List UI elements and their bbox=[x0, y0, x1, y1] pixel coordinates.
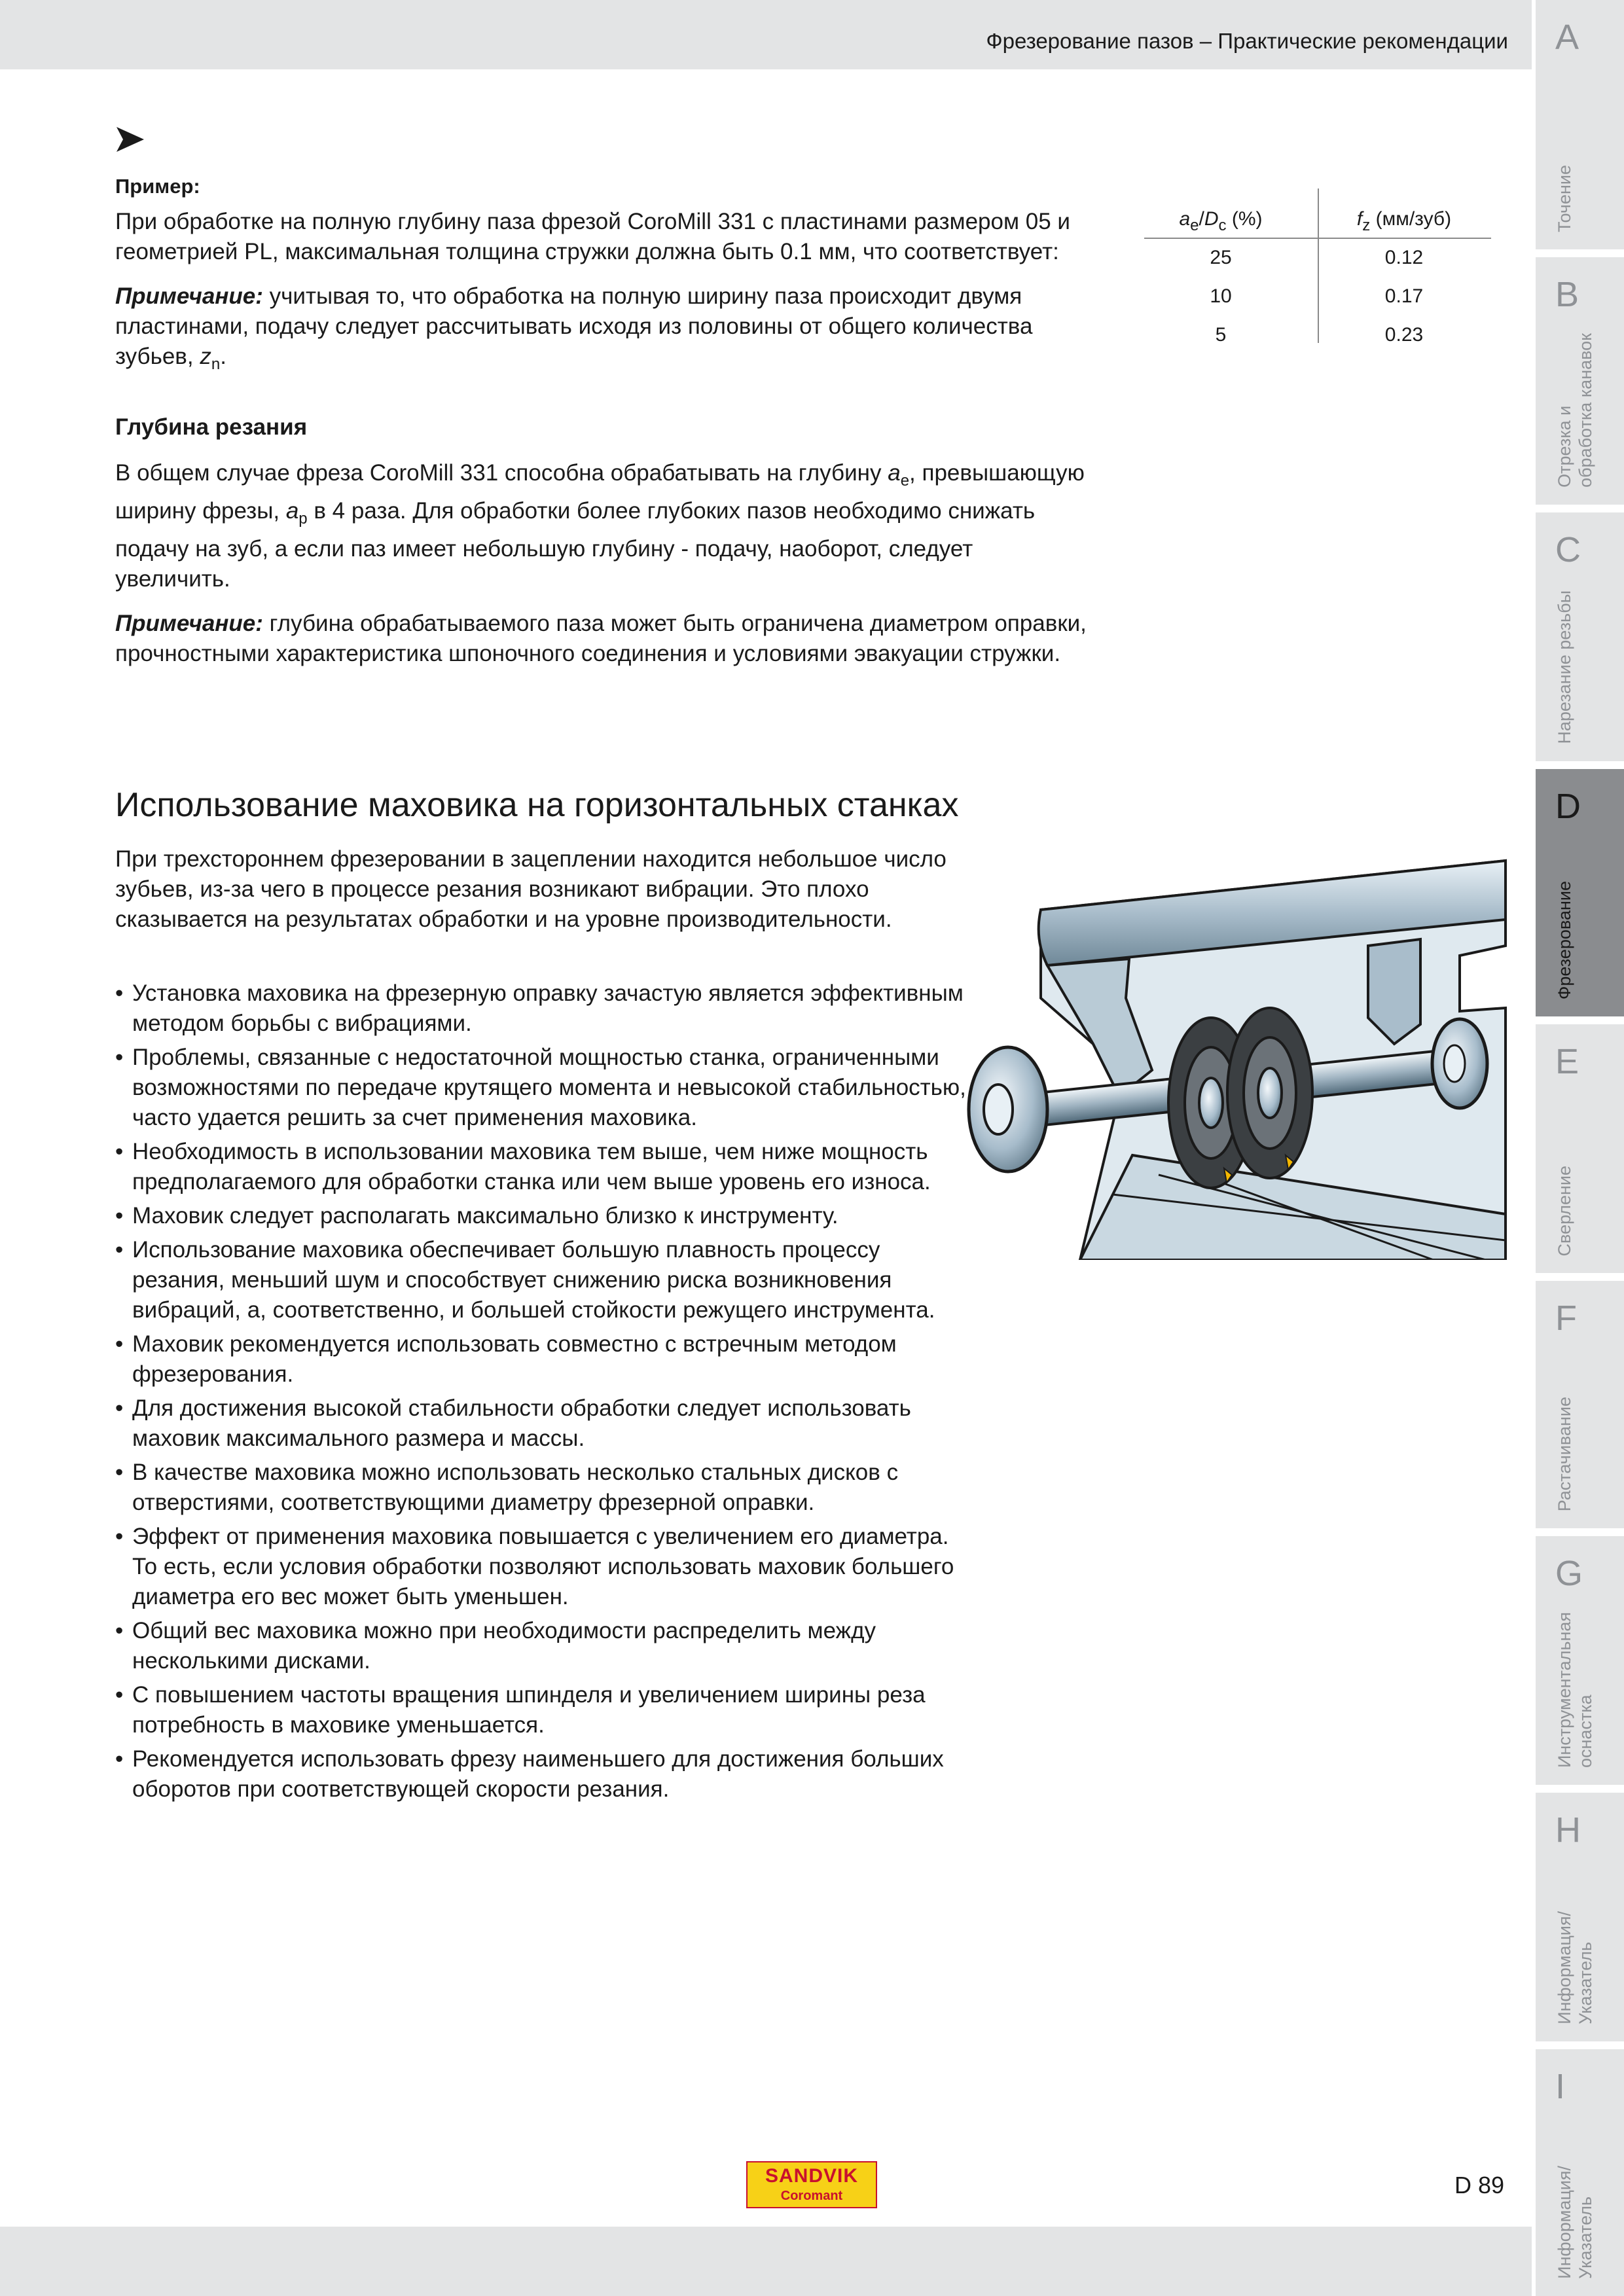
list-item bbox=[115, 1680, 966, 1740]
table-cell-ratio: 10 bbox=[1210, 285, 1232, 307]
depth-note bbox=[115, 609, 1091, 669]
slash: / bbox=[1199, 208, 1204, 230]
tab-e[interactable] bbox=[1536, 1024, 1624, 1273]
tab-letter: E bbox=[1555, 1042, 1579, 1081]
tab-letter: I bbox=[1555, 2067, 1566, 2106]
example-note bbox=[115, 281, 1117, 380]
list-item bbox=[115, 1616, 966, 1676]
depth-title: Глубина резания bbox=[115, 414, 308, 440]
bullet-dot: • bbox=[115, 1331, 124, 1357]
list-item bbox=[115, 1137, 966, 1197]
list-item bbox=[115, 1329, 966, 1390]
bullet-text: Маховик рекомендуется использовать совместно с встречным методом фрезерования. bbox=[132, 1331, 897, 1387]
list-item bbox=[115, 1201, 966, 1231]
bullet-dot: • bbox=[115, 1682, 124, 1708]
var-f: f bbox=[1356, 208, 1363, 230]
bullet-text: Рекомендуется использовать фрезу наименьшего для достижения больших оборотов при соответствующей скорости резания. bbox=[132, 1746, 944, 1802]
sub-z: z bbox=[1362, 217, 1371, 234]
table-cell-feed: 0.12 bbox=[1384, 247, 1424, 268]
list-item bbox=[115, 1522, 966, 1612]
table-cell-feed: 0.17 bbox=[1384, 285, 1424, 307]
tab-h[interactable] bbox=[1536, 1793, 1624, 2041]
tab-label: Инструментальная оснастка bbox=[1555, 1611, 1595, 1768]
tab-d[interactable] bbox=[1536, 769, 1624, 1016]
tab-label: Сверление bbox=[1555, 1165, 1574, 1256]
var-d: D bbox=[1204, 208, 1219, 230]
var-ae: a bbox=[888, 460, 901, 486]
example-label: Пример: bbox=[115, 175, 200, 198]
bullet-text: Необходимость в использовании маховика тем выше, чем ниже мощность предполагаемого для обработки станка или чем выше уровень его износа. bbox=[132, 1139, 931, 1194]
arrow-right-icon bbox=[115, 124, 145, 154]
list-item bbox=[115, 1235, 966, 1325]
bullet-text: Использование маховика обеспечивает большую плавность процессу резания, меньший шум и способствует снижению риска возникновения вибраций, а, соответственно, и большей стойкости режущего инструмента. bbox=[132, 1237, 935, 1323]
bullet-text: Для достижения высокой стабильности обработки следует использовать маховик максимального размера и массы. bbox=[132, 1395, 911, 1451]
tab-i[interactable] bbox=[1536, 2049, 1624, 2296]
bullet-text: Проблемы, связанные с недостаточной мощностью станка, ограниченными возможностями по передаче крутящего момента и невысокой стабильностью, часто удается решить за счет применения маховика. bbox=[132, 1045, 966, 1130]
tab-letter: B bbox=[1555, 275, 1579, 314]
bullet-dot: • bbox=[115, 980, 124, 1006]
tab-b[interactable] bbox=[1536, 257, 1624, 505]
bullet-dot: • bbox=[115, 1524, 124, 1549]
section-title: Использование маховика на горизонтальных станках bbox=[115, 786, 959, 824]
tab-label: Информация/ Указатель bbox=[1555, 1911, 1595, 2024]
tab-label: Фрезерование bbox=[1555, 880, 1574, 999]
sub-ae: e bbox=[900, 472, 910, 490]
sub-c: c bbox=[1218, 217, 1227, 234]
table-header-ratio bbox=[1146, 208, 1296, 235]
table-divider bbox=[1318, 188, 1319, 343]
table-header-feed bbox=[1322, 208, 1486, 235]
sub-ap: p bbox=[298, 510, 308, 528]
tab-label: Точение bbox=[1555, 165, 1574, 232]
depth-block bbox=[115, 412, 1091, 669]
tab-f[interactable] bbox=[1536, 1281, 1624, 1528]
tab-label: Информация/ Указатель bbox=[1555, 2166, 1595, 2279]
bullet-dot: • bbox=[115, 1139, 124, 1164]
tab-letter: F bbox=[1555, 1299, 1577, 1338]
bullet-dot: • bbox=[115, 1237, 124, 1263]
list-item bbox=[115, 978, 966, 1039]
unit-feed: (мм/зуб) bbox=[1370, 208, 1452, 230]
tab-letter: H bbox=[1555, 1810, 1581, 1850]
bullet-dot: • bbox=[115, 1618, 124, 1643]
flywheel-intro: При трехстороннем фрезеровании в зацеплении находится небольшое число зубьев, из-за чего в процессе резания возникают вибрации. Это плохо сказывается на результатах обработки и на уровне производительности. bbox=[115, 846, 947, 932]
table-cell-ratio: 5 bbox=[1215, 324, 1227, 346]
var-a: a bbox=[1179, 208, 1191, 230]
tab-g[interactable] bbox=[1536, 1536, 1624, 1785]
tab-c[interactable] bbox=[1536, 512, 1624, 761]
note-var: z bbox=[200, 344, 211, 369]
depth-paragraph bbox=[115, 458, 1091, 594]
table-cell-feed: 0.23 bbox=[1384, 324, 1424, 346]
header-title: Фрезерование пазов – Практические рекомендации bbox=[986, 29, 1508, 53]
note-end: . bbox=[220, 344, 226, 369]
depth-text-2: , превышающую ширину фрезы, bbox=[115, 460, 1085, 524]
bullet-text: Маховик следует располагать максимально близко к инструменту. bbox=[132, 1203, 839, 1229]
header-bar bbox=[0, 0, 1532, 69]
note-sub: n bbox=[211, 355, 221, 373]
tab-a[interactable] bbox=[1536, 0, 1624, 249]
bullet-dot: • bbox=[115, 1203, 124, 1229]
footer-bar bbox=[0, 2227, 1532, 2296]
note-label: Примечание: bbox=[115, 283, 263, 309]
bullet-text: Эффект от применения маховика повышается с увеличением его диаметра. То есть, если условия обработки позволяют использовать маховик большего диаметра его вес может быть уменьшен. bbox=[132, 1524, 954, 1609]
sub-e: e bbox=[1190, 217, 1199, 234]
note-label: Примечание: bbox=[115, 611, 263, 636]
tab-label: Нарезание резьбы bbox=[1555, 590, 1574, 744]
tab-label: Отрезка и обработка канавок bbox=[1555, 333, 1595, 488]
section-sidebar bbox=[1536, 0, 1624, 2296]
list-item bbox=[115, 1393, 966, 1454]
bullet-text: Общий вес маховика можно при необходимости распределить между несколькими дисками. bbox=[132, 1618, 876, 1674]
note-text: глубина обрабатываемого паза может быть ограничена диаметром оправки, прочностными характеристика шпоночного соединения и условиями эвакуации стружки. bbox=[115, 611, 1087, 666]
example-text: При обработке на полную глубину паза фрезой CoroMill 331 с пластинами размером 05 и геометрией PL, максимальная толщина стружки должна быть 0.1 мм, что соответствует: bbox=[115, 209, 1070, 264]
table-cell-ratio: 25 bbox=[1210, 247, 1232, 268]
bullet-dot: • bbox=[115, 1460, 124, 1485]
flywheel-bullet-list bbox=[115, 978, 966, 1808]
tab-letter: C bbox=[1555, 530, 1581, 569]
list-item bbox=[115, 1043, 966, 1133]
sandvik-coromant-logo bbox=[746, 2161, 877, 2208]
tab-letter: A bbox=[1555, 18, 1579, 57]
var-ap: a bbox=[285, 498, 299, 524]
depth-text-1: В общем случае фреза CoroMill 331 способна обрабатывать на глубину bbox=[115, 460, 888, 486]
tab-letter: D bbox=[1555, 787, 1581, 826]
bullet-dot: • bbox=[115, 1746, 124, 1772]
unit-percent: (%) bbox=[1226, 208, 1263, 230]
bullet-text: Установка маховика на фрезерную оправку зачастую является эффективным методом борьбы с вибрациями. bbox=[132, 980, 964, 1036]
flywheel-illustration bbox=[962, 848, 1509, 1260]
bullet-dot: • bbox=[115, 1045, 124, 1070]
table-header-rule bbox=[1144, 238, 1491, 239]
example-block bbox=[115, 171, 1117, 380]
list-item bbox=[115, 1744, 966, 1804]
logo-sub: Coromant bbox=[780, 2189, 843, 2203]
note-text: учитывая то, что обработка на полную ширину паза происходит двумя пластинами, подачу следует рассчитывать исходя из половины от общего количества зубьев, bbox=[115, 283, 1033, 369]
logo-brand: SANDVIK bbox=[765, 2165, 858, 2187]
tab-label: Растачивание bbox=[1555, 1396, 1574, 1511]
page-number: D 89 bbox=[1454, 2172, 1505, 2198]
bullet-dot: • bbox=[115, 1395, 124, 1421]
list-item bbox=[115, 1458, 966, 1518]
bullet-text: В качестве маховика можно использовать несколько стальных дисков с отверстиями, соответствующими диаметру фрезерной оправки. bbox=[132, 1460, 899, 1515]
tab-letter: G bbox=[1555, 1554, 1583, 1593]
bullet-text: С повышением частоты вращения шпинделя и увеличением ширины реза потребность в маховике уменьшается. bbox=[132, 1682, 926, 1738]
depth-text-3: в 4 раза. Для обработки более глубоких пазов необходимо снижать подачу на зуб, а если паз имеет небольшую глубину - подачу, наоборот, следует увеличить. bbox=[115, 498, 1036, 592]
